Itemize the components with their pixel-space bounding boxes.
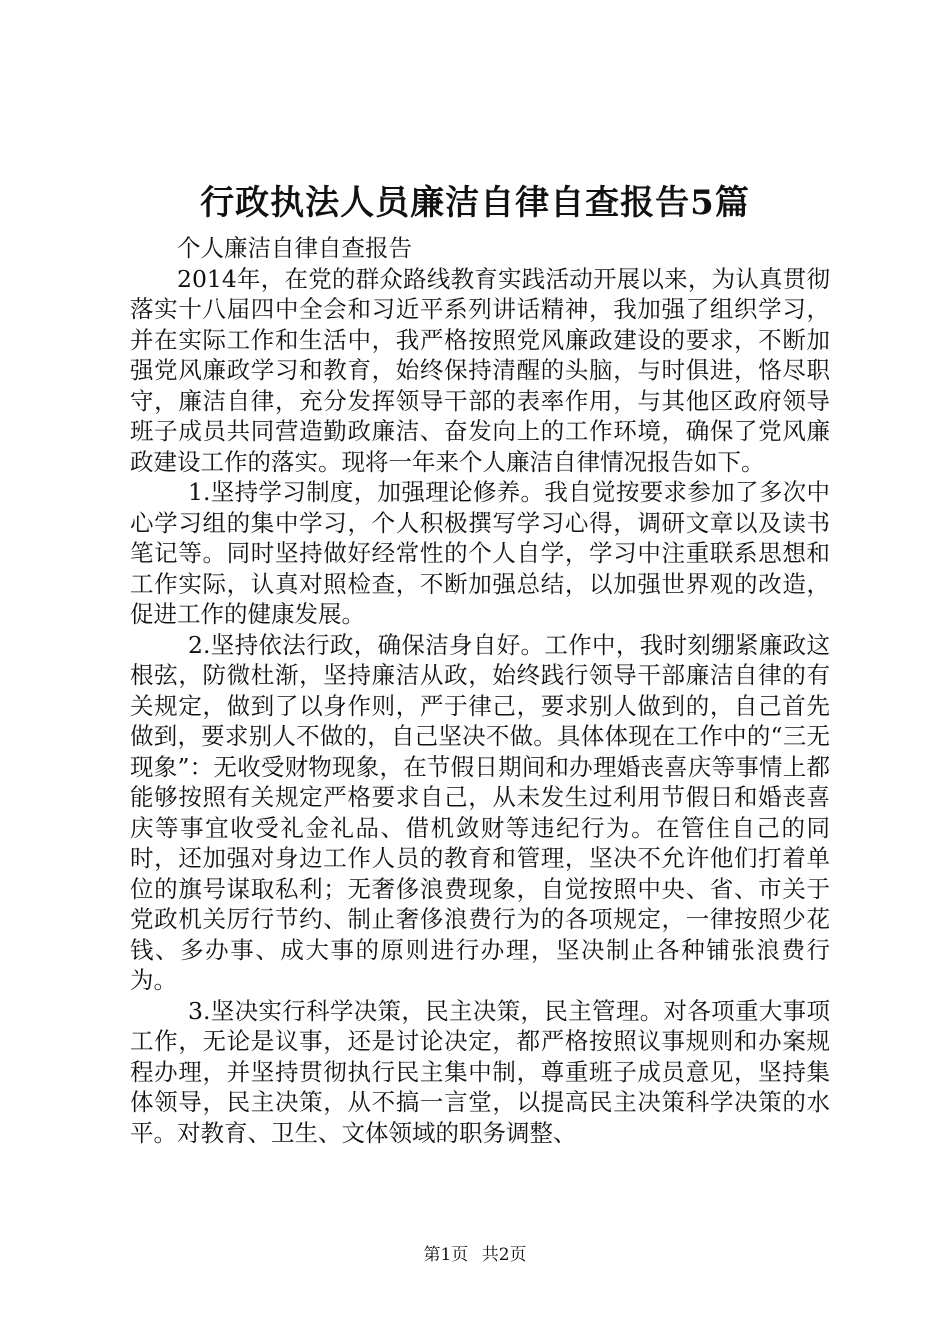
page-number: 第1页	[423, 1245, 469, 1265]
paragraph-item-2: 2.坚持依法行政，确保洁身自好。工作中，我时刻绷紧廉政这根弦，防微杜渐，坚持廉洁从政，始终践行领导干部廉洁自律的有关规定，做到了以身作则，严于律己，要求别人做到的，自己首先做到，要求别人不做的，自己坚决不做。具体体现在工作中的“三无现象”：无收受财物现象，在节假日期间和办理婚丧喜庆等事情上都能够按照有关规定严格要求自己，从未发生过利用节假日和婚丧喜庆等事宜收受礼金礼品、借机敛财等违纪行为。在管住自己的同时，还加强对身边工作人员的教育和管理，坚决不允许他们打着单位的旗号谋取私利；无奢侈浪费现象，自觉按照中央、省、市关于党政机关厉行节约、制止奢侈浪费行为的各项规定，一律按照少花钱、多办事、成大事的原则进行办理，坚决制止各种铺张浪费行为。	[130, 630, 830, 994]
paragraph-intro: 2014年，在党的群众路线教育实践活动开展以来，为认真贯彻落实十八届四中全会和习近平系列讲话精神，我加强了组织学习，并在实际工作和生活中，我严格按照党风廉政建设的要求，不断加强党风廉政学习和教育，始终保持清醒的头脑，与时俱进，恪尽职守，廉洁自律，充分发挥领导干部的表率作用，与其他区政府领导班子成员共同营造勤政廉洁、奋发向上的工作环境，确保了党风廉政建设工作的落实。现将一年来个人廉洁自律情况报告如下。	[130, 264, 830, 476]
document-body	[130, 233, 830, 1148]
paragraph-item-3: 3.坚决实行科学决策，民主决策，民主管理。对各项重大事项工作，无论是议事，还是讨论决定，都严格按照议事规则和办案规程办理，并坚持贯彻执行民主集中制，尊重班子成员意见，坚持集体领导，民主决策，从不搞一言堂，以提高民主决策科学决策的水平。对教育、卫生、文体领域的职务调整、	[130, 996, 830, 1147]
section-subtitle: 个人廉洁自律自查报告	[177, 234, 412, 262]
page-total: 共2页	[481, 1245, 527, 1265]
paragraph-item-1: 1.坚持学习制度，加强理论修养。我自觉按要求参加了多次中心学习组的集中学习，个人积极撰写学习心得，调研文章以及读书笔记等。同时坚持做好经常性的个人自学，学习中注重联系思想和工作实际，认真对照检查，不断加强总结，以加强世界观的改造，促进工作的健康发展。	[130, 478, 830, 628]
document-title: 行政执法人员廉洁自律自查报告5篇	[200, 183, 750, 223]
page-footer	[0, 1244, 950, 1266]
